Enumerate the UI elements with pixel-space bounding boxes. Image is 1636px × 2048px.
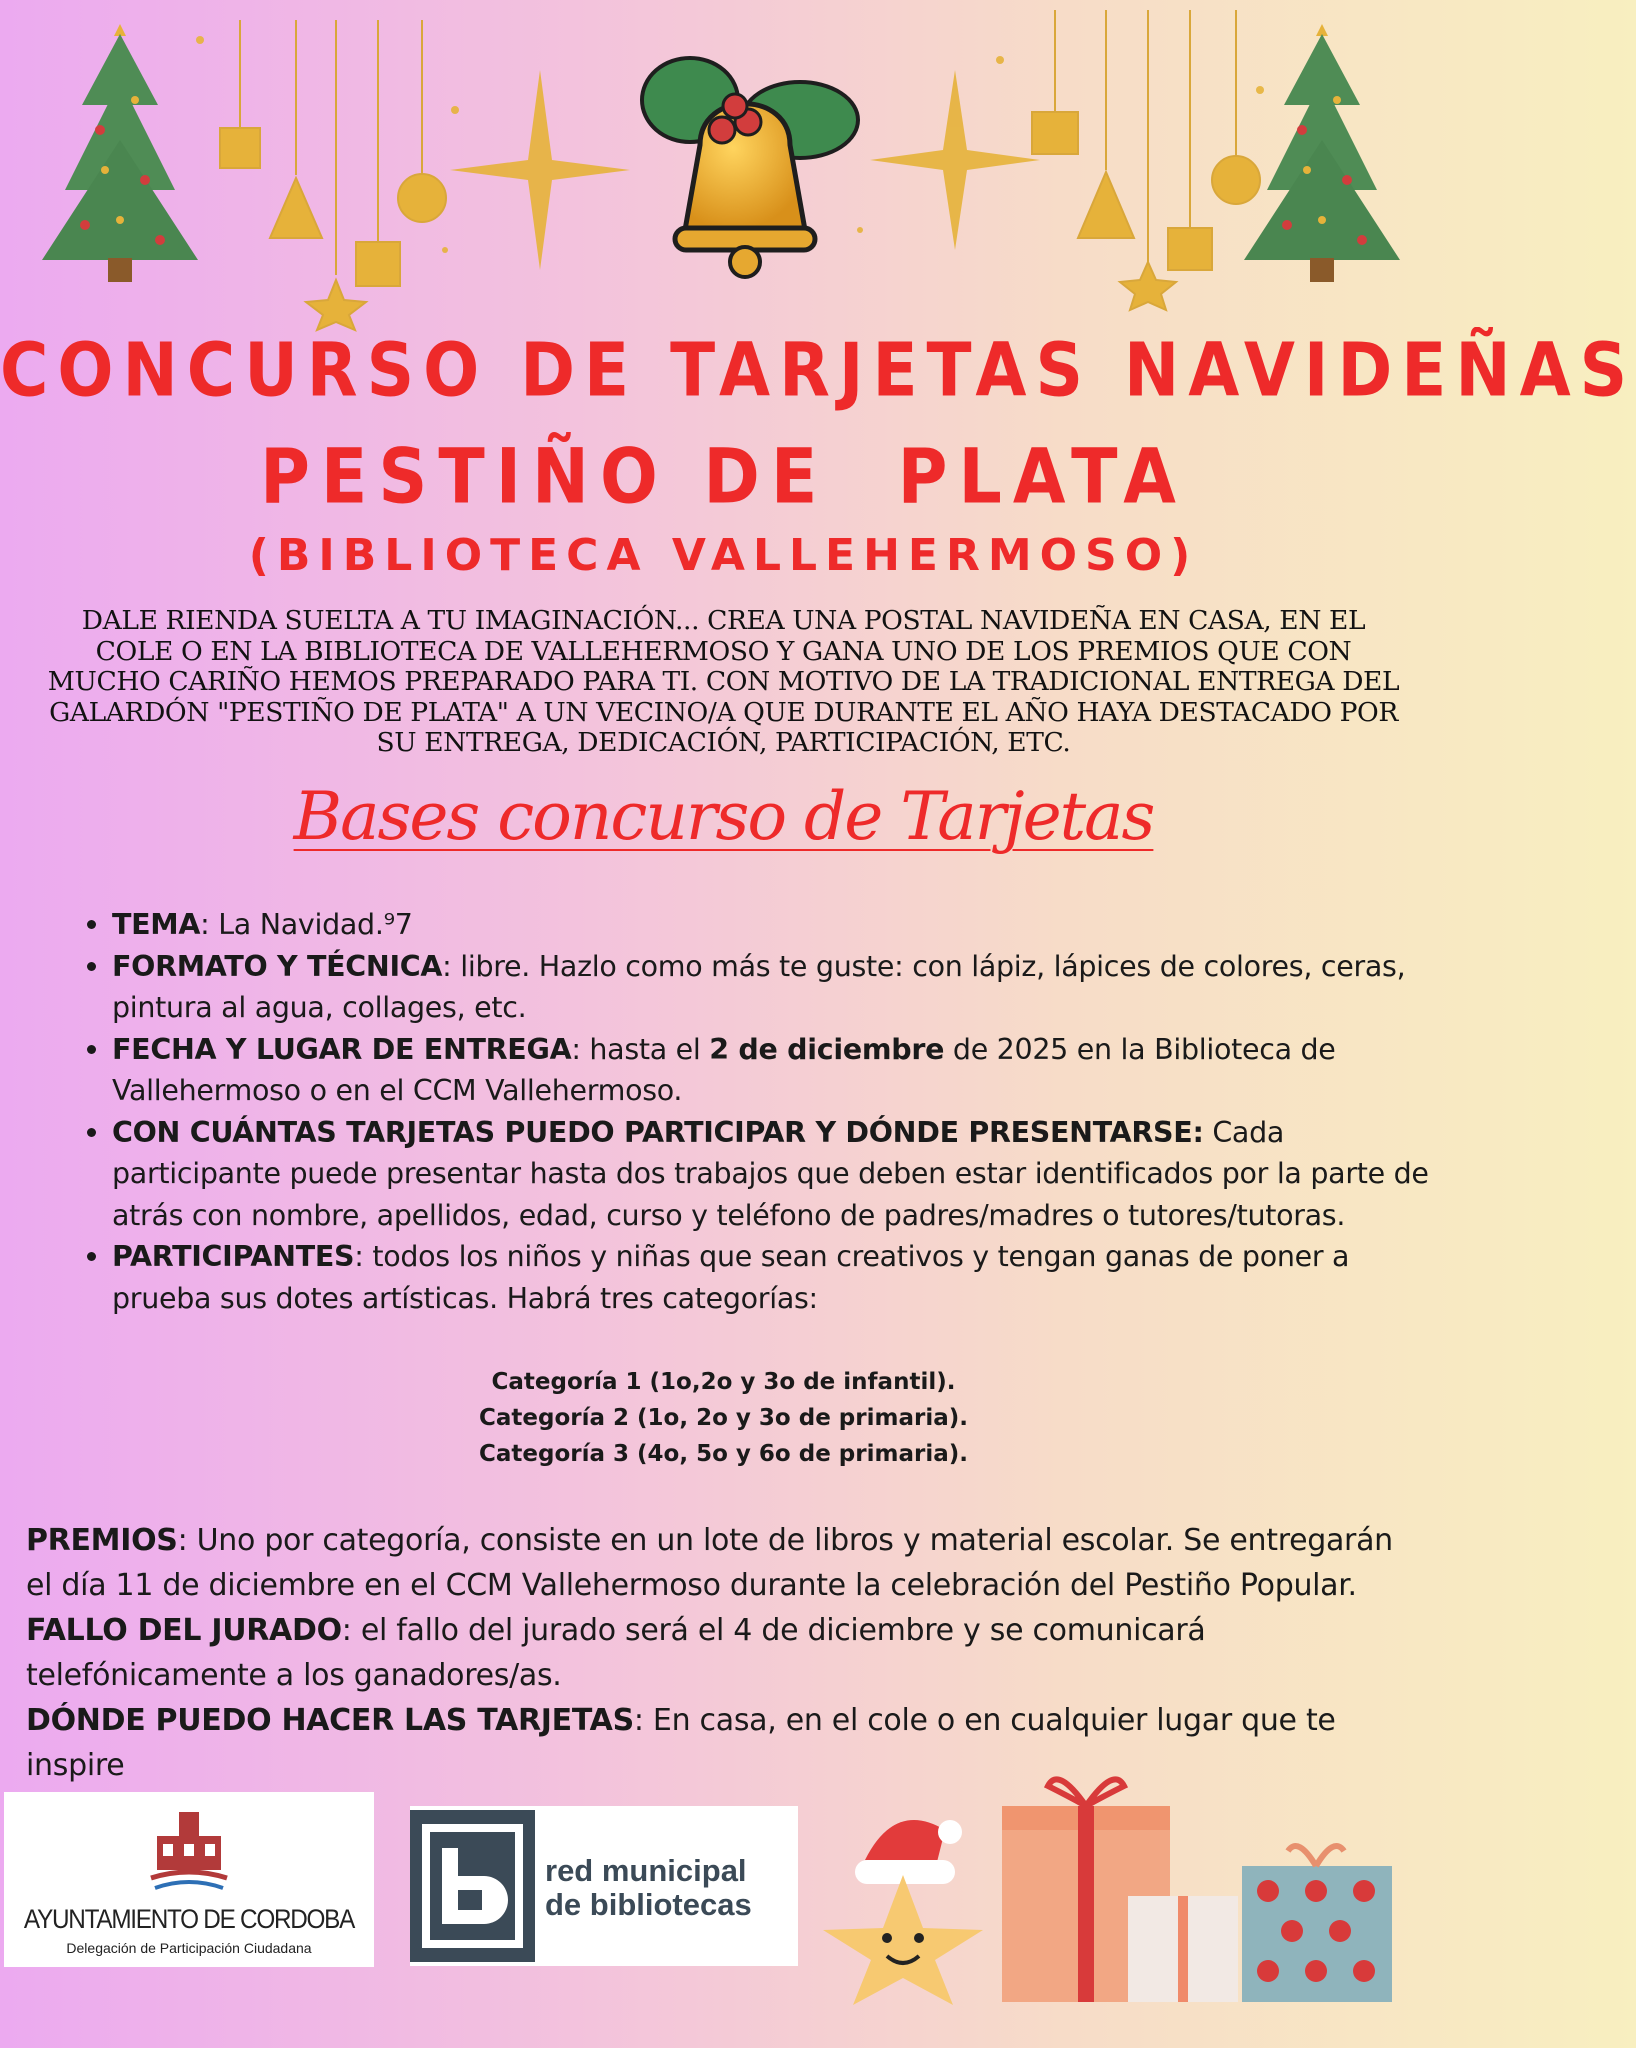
christmas-tree-icon bbox=[1244, 24, 1400, 282]
donde-paragraph: DÓNDE PUEDO HACER LAS TARJETAS: En casa, en el cole o en cualquier lugar que te inspire bbox=[26, 1703, 1336, 1783]
rule-participantes: • PARTICIPANTES: todos los niños y niñas que sean creativos y tengan ganas de poner a prueba sus dotes artísticas. Habrá tres categorías: bbox=[112, 1236, 1452, 1319]
gift-box-icon bbox=[998, 1766, 1408, 2006]
category-2: Categoría 2 (1o, 2o y 3o de primaria). bbox=[479, 1405, 968, 1431]
b-logo-icon bbox=[410, 1810, 535, 1962]
star-santa-hat-icon bbox=[815, 1790, 990, 2010]
rule-fecha: • FECHA Y LUGAR DE ENTREGA: hasta el 2 de diciembre de 2025 en la Biblioteca de Vallehermoso o en el CCM Vallehermoso. bbox=[112, 1029, 1452, 1112]
hanging-ornaments-left bbox=[220, 20, 446, 330]
title-line-2: PESTIÑO DE PLATA bbox=[260, 433, 1187, 522]
category-1: Categoría 1 (1o,2o y 3o de infantil). bbox=[491, 1369, 956, 1395]
bases-heading: Bases concurso de Tarjetas bbox=[293, 778, 1154, 855]
intro-paragraph: DALE RIENDA SUELTA A TU IMAGINACIÓN... CREA UNA POSTAL NAVIDEÑA EN CASA, EN EL COLE O EN LA BIBLIOTECA DE VALLEHERMOSO Y GANA UNO DE LOS PREMIOS QUE CON MUCHO CARIÑO HEMOS PREPARADO PARA TI. CON MOTIVO DE LA TRADICIONAL ENTREGA DEL GALARDÓN "PESTIÑO DE PLATA" A UN VECINO/A QUE DURANTE EL AÑO HAYA DESTACADO POR SU ENTREGA, DEDICACIÓN, PARTICIPACIÓN, ETC. bbox=[47, 605, 1400, 758]
premios-paragraph: PREMIOS: Uno por categoría, consiste en un lote de libros y material escolar. Se entregarán el día 11 de diciembre en el CCM Vallehermoso durante la celebración del Pestiño Popular. bbox=[26, 1523, 1393, 1603]
category-3: Categoría 3 (4o, 5o y 6o de primaria). bbox=[479, 1441, 968, 1467]
rule-cuantas-tarjetas: • CON CUÁNTAS TARJETAS PUEDO PARTICIPAR Y DÓNDE PRESENTARSE: Cada participante puede presentar hasta dos trabajos que deben estar identificados por la parte de atrás con nombre, apellidos, edad, curso y teléfono de padres/madres o tutores/tutoras. bbox=[112, 1112, 1452, 1237]
fallo-paragraph: FALLO DEL JURADO: el fallo del jurado será el 4 de diciembre y se comunicará telefónicamente a los ganadores/as. bbox=[26, 1613, 1206, 1693]
christmas-tree-icon bbox=[42, 24, 198, 282]
red-bibliotecas-logo bbox=[410, 1806, 798, 1966]
title-line-3: (BIBLIOTECA VALLEHERMOSO) bbox=[248, 530, 1199, 581]
ayuntamiento-logo bbox=[4, 1792, 374, 1967]
cordoba-emblem-icon bbox=[149, 1808, 229, 1898]
header-decoration bbox=[0, 0, 1447, 330]
ayuntamiento-name: AYUNTAMIENTO DE CORDOBA bbox=[23, 1904, 355, 1934]
info-paragraphs bbox=[26, 1518, 1426, 1788]
title-line-1: CONCURSO DE TARJETAS NAVIDEÑAS bbox=[0, 327, 1636, 414]
rule-tema: • TEMA: La Navidad.⁹7 bbox=[112, 904, 1452, 946]
rules-list bbox=[78, 904, 1452, 1319]
hanging-ornaments-right bbox=[1032, 10, 1260, 310]
bell-holly-icon bbox=[642, 58, 858, 277]
ayuntamiento-subtitle: Delegación de Participación Ciudadana bbox=[66, 1940, 312, 1956]
categories bbox=[0, 1364, 1447, 1472]
red-bibliotecas-text: red municipal de bibliotecas bbox=[545, 1853, 752, 1922]
rule-formato: • FORMATO Y TÉCNICA: libre. Hazlo como más te guste: con lápiz, lápices de colores, ceras, pintura al agua, collages, etc. bbox=[112, 946, 1452, 1029]
